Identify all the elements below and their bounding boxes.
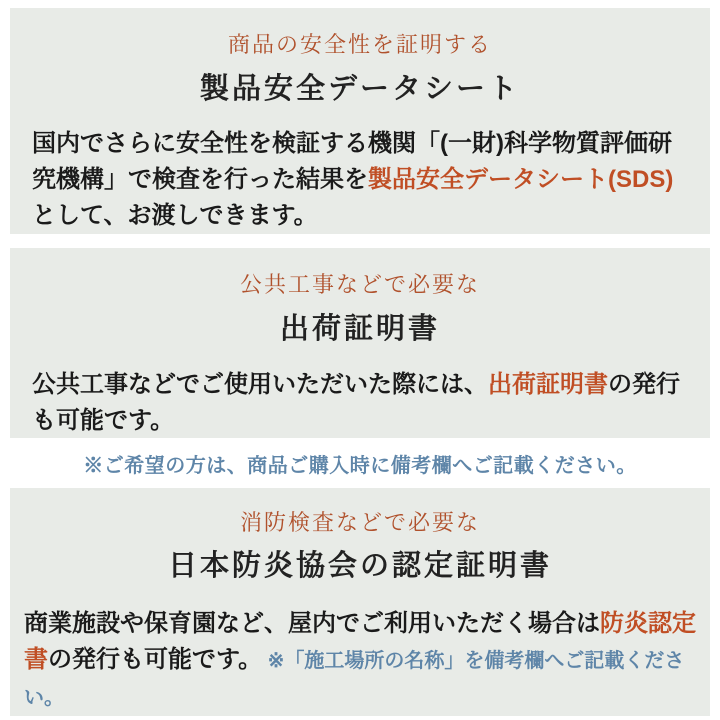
sds-body bbox=[10, 126, 710, 234]
shipping-body bbox=[10, 367, 710, 439]
body-text-segment: 公共工事などでご使用いただいた際には、 bbox=[32, 370, 488, 398]
section-shipping-certificate bbox=[10, 248, 710, 438]
section-fireproof-certificate bbox=[10, 488, 710, 716]
body-text-segment: の発行も可能です。 bbox=[32, 370, 680, 434]
body-text-segment: 商業施設や保育園など、屋内でご利用いただく場合は bbox=[24, 610, 600, 637]
fireproof-body bbox=[10, 606, 710, 716]
section-product-safety-data-sheet bbox=[10, 8, 710, 234]
inline-note-text: ※「施工場所の名称」を備考欄へご記載ください。 bbox=[24, 650, 685, 709]
purchase-note: ※ご希望の方は、商品ご購入時に備考欄へご記載ください。 bbox=[83, 454, 637, 477]
shipping-eyebrow: 公共工事などで必要な bbox=[239, 273, 480, 299]
body-text-segment: として、お渡しできます。 bbox=[32, 202, 318, 230]
fireproof-title: 日本防炎協会の認定証明書 bbox=[167, 548, 552, 583]
body-text-segment: の発行も可能です。 bbox=[48, 646, 263, 673]
emphasis-text: 製品安全データシート(SDS) bbox=[368, 166, 674, 194]
shipping-title: 出荷証明書 bbox=[279, 310, 440, 345]
sds-eyebrow: 商品の安全性を証明する bbox=[227, 33, 492, 58]
emphasis-text: 防炎認定書 bbox=[24, 610, 696, 673]
fireproof-eyebrow: 消防検査などで必要な bbox=[239, 510, 480, 536]
body-text-segment: 国内でさらに安全性を検証する機関「(一財)科学物質評価研究機構」で検査を行った結果を bbox=[32, 130, 672, 194]
emphasis-text: 出荷証明書 bbox=[488, 370, 608, 398]
sds-title: 製品安全データシート bbox=[199, 70, 520, 105]
purchase-note-row bbox=[10, 438, 710, 487]
